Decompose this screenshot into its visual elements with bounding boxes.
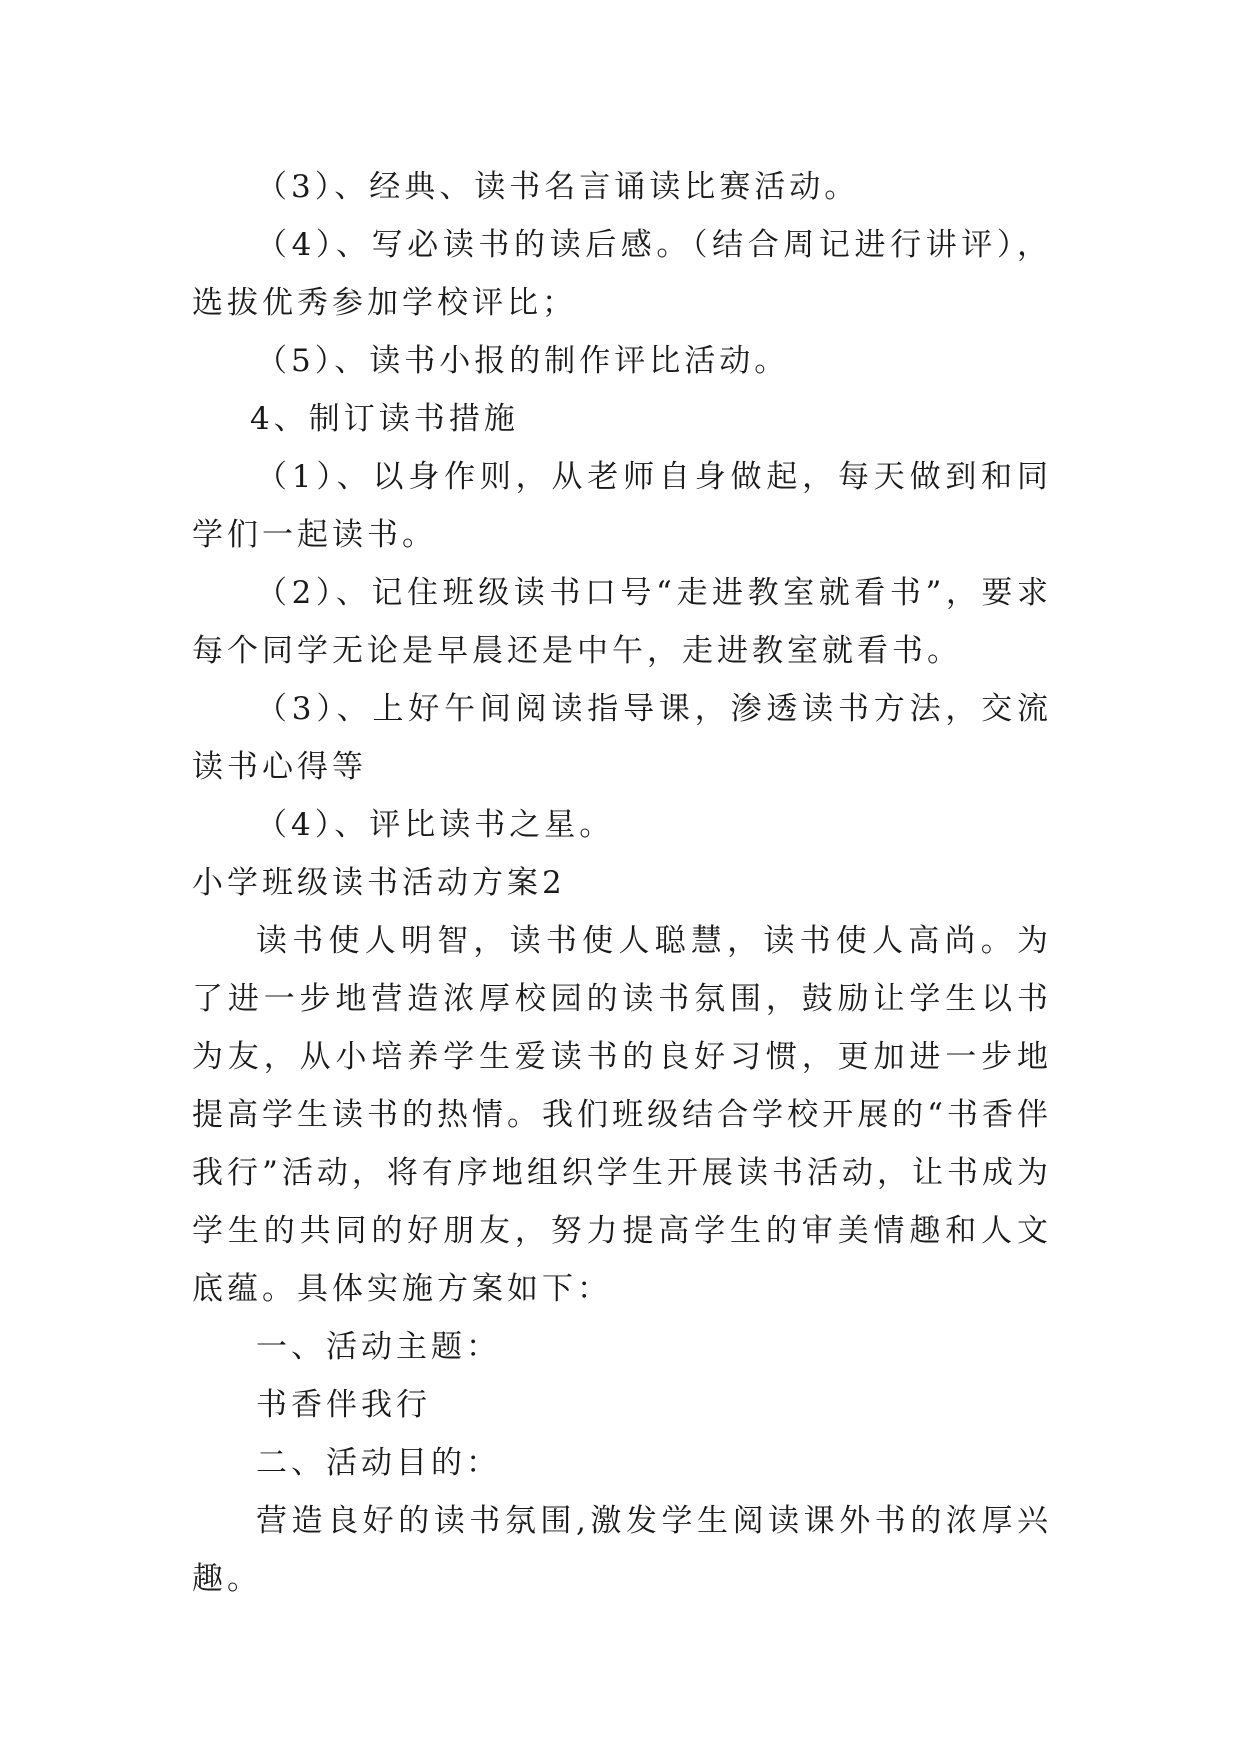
list-item-reading-slogan: （2）、记住班级读书口号“走进教室就看书”，要求每个同学无论是早晨还是中午，走进教室就看书。 (192, 575, 1052, 669)
document-title-plan-2: 小学班级读书活动方案2 (192, 865, 566, 901)
section-heading-theme: 一、活动主题： (256, 1329, 501, 1365)
intro-paragraph: 读书使人明智，读书使人聪慧，读书使人高尚。为了进一步地营造浓厚校园的读书氛围，鼓励让学生以书为友，从小培养学生爱读书的良好习惯，更加进一步地提高学生读书的热情。我们班级结合学校开展的“书香伴我行”活动，将有序地组织学生开展读书活动，让书成为学生的共同的好朋友，努力提高学生的审美情趣和人文底蕴。具体实施方案如下： (192, 923, 1052, 1307)
list-item-reading-star: （4）、评比读书之星。 (256, 807, 615, 843)
theme-text: 书香伴我行 (256, 1387, 431, 1423)
list-item-classic-recitation: （3）、经典、读书名言诵读比赛活动。 (256, 169, 860, 205)
document-body (192, 158, 1052, 1608)
section-heading-purpose: 二、活动目的： (256, 1445, 501, 1481)
list-item-reading-newspaper: （5）、读书小报的制作评比活动。 (256, 343, 790, 379)
purpose-text: 营造良好的读书氛围,激发学生阅读课外书的浓厚兴趣。 (192, 1503, 1052, 1597)
list-item-guidance-class: （3）、上好午间阅读指导课，渗透读书方法，交流读书心得等 (192, 691, 1052, 785)
list-item-reading-reflection: （4）、写必读书的读后感。（结合周记进行讲评），选拔优秀参加学校评比； (192, 227, 1052, 321)
list-item-lead-by-example: （1）、以身作则，从老师自身做起，每天做到和同学们一起读书。 (192, 459, 1052, 553)
section-heading-measures: 4、制订读书措施 (250, 401, 519, 437)
